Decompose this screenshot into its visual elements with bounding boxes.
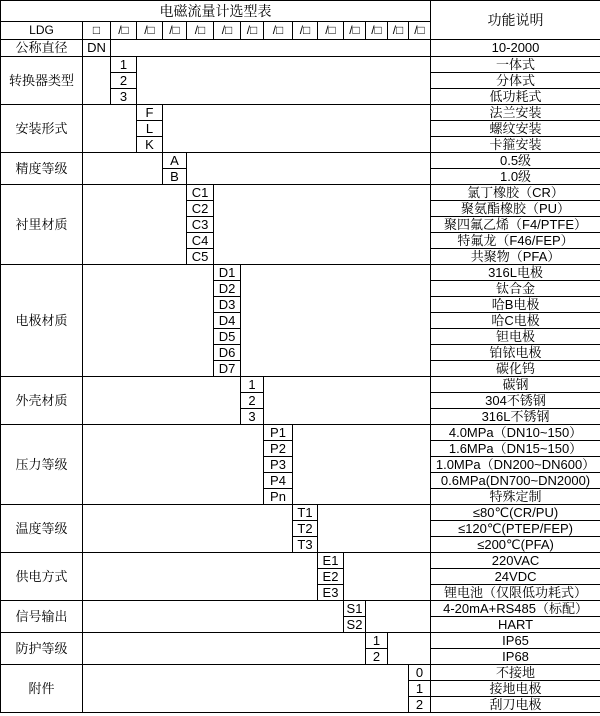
category-row-外壳材质 (1, 377, 600, 393)
category-label: 附件 (1, 665, 83, 713)
spacer-cell (83, 57, 111, 105)
spacer-cell (264, 377, 431, 425)
option-code-cell: S2 (344, 617, 366, 633)
option-code-cell: 2 (366, 649, 388, 665)
category-row-转换器类型 (1, 57, 600, 73)
code-box-cell: /□ (366, 22, 388, 40)
spacer-cell (366, 601, 431, 633)
option-desc-cell: 刮刀电极 (431, 697, 600, 713)
spacer-cell (83, 553, 318, 601)
spacer-cell (83, 265, 214, 377)
option-code-cell: D3 (214, 297, 241, 313)
spacer-cell (83, 665, 409, 713)
option-desc-cell: 0.6MPa(DN700~DN2000) (431, 473, 600, 489)
code-box-cell: /□ (318, 22, 344, 40)
spacer-cell (83, 633, 366, 665)
code-box-cell: /□ (293, 22, 318, 40)
code-box-first: □ (83, 22, 111, 40)
category-row-温度等级 (1, 505, 600, 521)
option-desc-cell: 316L不锈钢 (431, 409, 600, 425)
spacer-cell (214, 185, 431, 265)
spacer-cell (293, 425, 431, 505)
option-code-cell: B (163, 169, 187, 185)
option-desc-cell: 316L电极 (431, 265, 600, 281)
option-desc-cell: 共聚物（PFA） (431, 249, 600, 265)
option-code-cell: 3 (111, 89, 137, 105)
category-row-信号输出 (1, 601, 600, 617)
option-code-cell: D7 (214, 361, 241, 377)
category-row-压力等级 (1, 425, 600, 441)
option-code-cell: C1 (187, 185, 214, 201)
option-desc-cell: 4-20mA+RS485（标配） (431, 601, 600, 617)
spacer-cell (163, 105, 431, 153)
option-code-cell: E2 (318, 569, 344, 585)
option-desc-cell: 碳钢 (431, 377, 600, 393)
option-desc-cell: 氯丁橡胶（CR） (431, 185, 600, 201)
option-desc-cell: IP65 (431, 633, 600, 649)
nominal-diameter-row (1, 40, 600, 57)
category-label: 衬里材质 (1, 185, 83, 265)
code-box-cell: /□ (163, 22, 187, 40)
option-code-cell: L (137, 121, 163, 137)
option-desc-cell: 铂铱电极 (431, 345, 600, 361)
option-code-cell: P2 (264, 441, 293, 457)
option-code-cell: K (137, 137, 163, 153)
option-code-cell: F (137, 105, 163, 121)
code-box-cell: /□ (409, 22, 431, 40)
code-box-cell: /□ (214, 22, 241, 40)
option-desc-cell: 接地电极 (431, 681, 600, 697)
spacer-cell (83, 425, 264, 505)
spacer-cell (344, 553, 431, 601)
option-desc-cell: ≤120℃(PTEP/FEP) (431, 521, 600, 537)
option-code-cell: D6 (214, 345, 241, 361)
option-desc-cell: IP68 (431, 649, 600, 665)
option-desc-cell: 1.0级 (431, 169, 600, 185)
option-desc-cell: 卡箍安装 (431, 137, 600, 153)
code-box-cell: /□ (388, 22, 409, 40)
option-desc-cell: 聚四氟乙烯（F4/PTFE） (431, 217, 600, 233)
option-code-cell: T2 (293, 521, 318, 537)
spacer-cell (83, 601, 344, 633)
category-label: 温度等级 (1, 505, 83, 553)
option-desc-cell: 钛合金 (431, 281, 600, 297)
option-code-cell: T1 (293, 505, 318, 521)
spacer-cell (83, 505, 293, 553)
spacer-cell (137, 57, 431, 105)
code-box-cell: /□ (241, 22, 264, 40)
spacer-cell (241, 265, 431, 377)
option-desc-cell: 304不锈钢 (431, 393, 600, 409)
option-desc-cell: HART (431, 617, 600, 633)
category-row-供电方式 (1, 553, 600, 569)
option-desc-cell: 特殊定制 (431, 489, 600, 505)
option-desc-cell: 哈B电极 (431, 297, 600, 313)
option-desc-cell: ≤200℃(PFA) (431, 537, 600, 553)
option-desc-cell: 不接地 (431, 665, 600, 681)
option-desc-cell: 低功耗式 (431, 89, 600, 105)
option-code-cell: P1 (264, 425, 293, 441)
option-code-cell: 0 (409, 665, 431, 681)
code-box-cell: /□ (111, 22, 137, 40)
option-code-cell: E1 (318, 553, 344, 569)
category-label: 防护等级 (1, 633, 83, 665)
option-desc-cell: 哈C电极 (431, 313, 600, 329)
option-code-cell: A (163, 153, 187, 169)
option-code-cell: P4 (264, 473, 293, 489)
spacer-cell (187, 153, 431, 185)
category-label: 公称直径 (1, 40, 83, 57)
category-label: 转换器类型 (1, 57, 83, 105)
option-code-cell: 1 (111, 57, 137, 73)
option-desc-cell: 24VDC (431, 569, 600, 585)
option-desc-cell: 0.5级 (431, 153, 600, 169)
code-box-cell: /□ (137, 22, 163, 40)
option-code-cell: T3 (293, 537, 318, 553)
page-title: 电磁流量计选型表 (1, 1, 431, 22)
spacer-cell (83, 377, 241, 425)
option-code-cell: 1 (409, 681, 431, 697)
category-row-防护等级 (1, 633, 600, 649)
category-label: 精度等级 (1, 153, 83, 185)
model-prefix: LDG (1, 22, 83, 40)
option-code-cell: C4 (187, 233, 214, 249)
option-code-cell: D2 (214, 281, 241, 297)
option-desc-cell: ≤80℃(CR/PU) (431, 505, 600, 521)
option-code-cell: 2 (409, 697, 431, 713)
option-desc-cell: 一体式 (431, 57, 600, 73)
option-desc-cell: 1.0MPa（DN200~DN600） (431, 457, 600, 473)
category-label: 安装形式 (1, 105, 83, 153)
code-box-cell: /□ (264, 22, 293, 40)
option-code-cell: 3 (241, 409, 264, 425)
option-desc-cell: 分体式 (431, 73, 600, 89)
option-code-cell: S1 (344, 601, 366, 617)
option-code-cell: 2 (111, 73, 137, 89)
code-box-cell: /□ (344, 22, 366, 40)
option-code-cell: D4 (214, 313, 241, 329)
category-label: 外壳材质 (1, 377, 83, 425)
spacer-cell (83, 153, 163, 185)
title-row (1, 1, 600, 22)
function-description-header: 功能说明 (431, 1, 600, 40)
spacer-cell (83, 105, 137, 153)
spacer-cell (388, 633, 431, 665)
category-label: 压力等级 (1, 425, 83, 505)
option-desc-cell: 钽电极 (431, 329, 600, 345)
option-code-cell: P3 (264, 457, 293, 473)
option-desc-cell: 法兰安装 (431, 105, 600, 121)
option-desc-cell: 220VAC (431, 553, 600, 569)
category-row-电极材质 (1, 265, 600, 281)
spacer-cell (318, 505, 431, 553)
option-desc-cell: 特氟龙（F46/FEP） (431, 233, 600, 249)
option-code-cell: C5 (187, 249, 214, 265)
option-code-cell: D5 (214, 329, 241, 345)
option-desc-cell: 1.6MPa（DN15~150） (431, 441, 600, 457)
option-code-cell: D1 (214, 265, 241, 281)
category-row-安装形式 (1, 105, 600, 121)
category-row-精度等级 (1, 153, 600, 169)
spacer-cell (83, 185, 187, 265)
category-label: 信号输出 (1, 601, 83, 633)
option-desc-cell: 10-2000 (431, 40, 600, 57)
option-code-cell: E3 (318, 585, 344, 601)
option-desc-cell: 4.0MPa（DN10~150） (431, 425, 600, 441)
option-desc-cell: 螺纹安装 (431, 121, 600, 137)
option-code-cell: C2 (187, 201, 214, 217)
category-row-附件 (1, 665, 600, 681)
code-box-cell: /□ (187, 22, 214, 40)
option-code-cell: Pn (264, 489, 293, 505)
option-code-cell: 1 (366, 633, 388, 649)
option-desc-cell: 碳化钨 (431, 361, 600, 377)
option-code-cell: 1 (241, 377, 264, 393)
spacer-cell (111, 40, 431, 57)
category-row-衬里材质 (1, 185, 600, 201)
option-desc-cell: 锂电池（仅限低功耗式） (431, 585, 600, 601)
option-code-cell: 2 (241, 393, 264, 409)
option-code-cell: DN (83, 40, 111, 57)
option-desc-cell: 聚氨酯橡胶（PU） (431, 201, 600, 217)
category-label: 电极材质 (1, 265, 83, 377)
option-code-cell: C3 (187, 217, 214, 233)
category-label: 供电方式 (1, 553, 83, 601)
